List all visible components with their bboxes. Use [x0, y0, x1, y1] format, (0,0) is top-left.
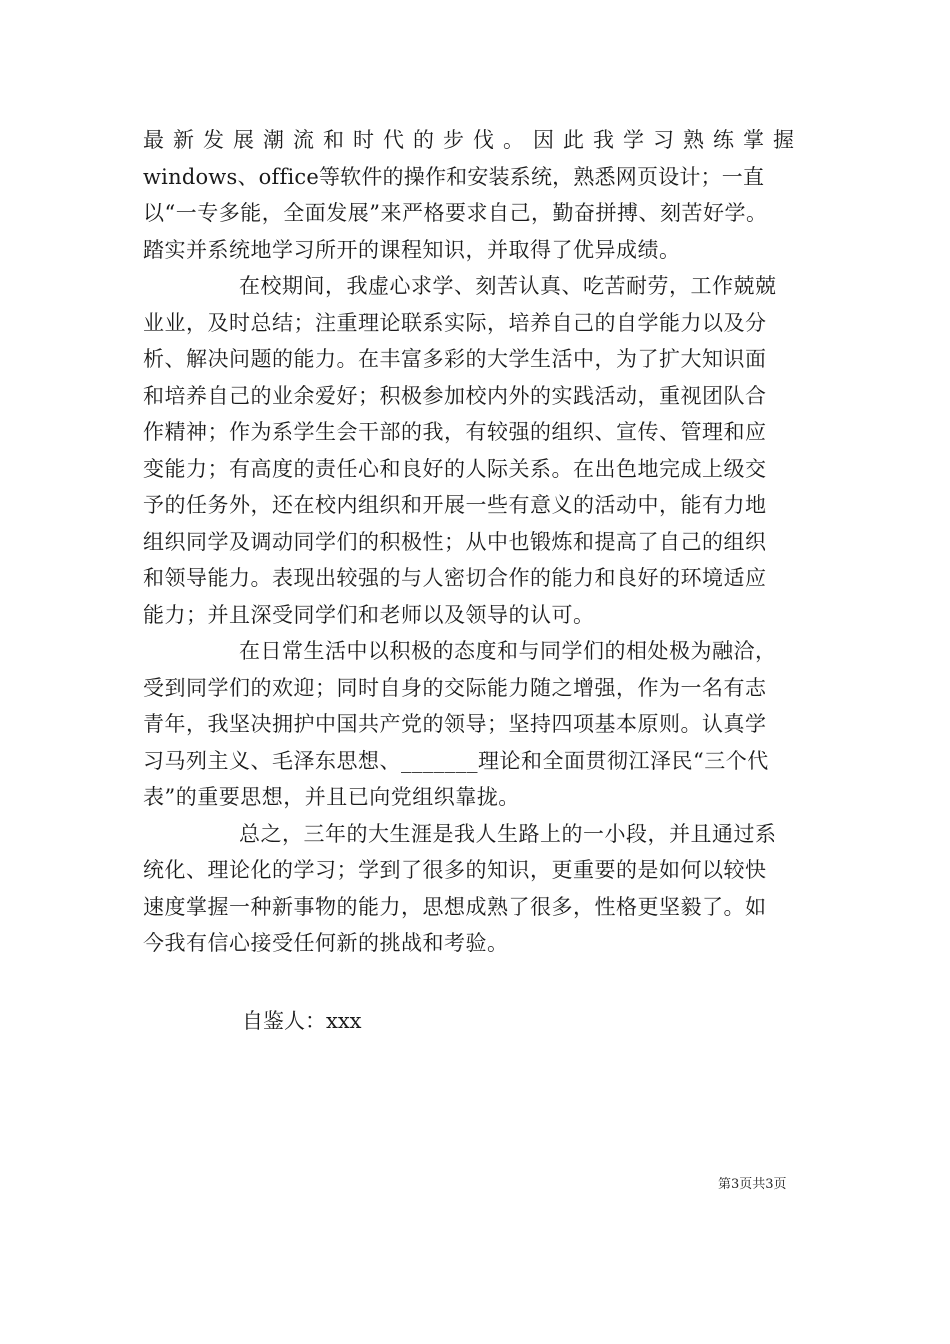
paragraph-start-line: 总之，三年的大生涯是我人生路上的一小段，并且通过系 [239, 821, 777, 846]
text-line: 予的任务外，还在校内组织和开展一些有意义的活动中，能有力地 [143, 493, 767, 517]
text-line: 和培养自己的业余爱好；积极参加校内外的实践活动，重视团队合 [143, 383, 767, 408]
text-line: 作精神；作为系学生会干部的我，有较强的组织、宣传、管理和应 [143, 420, 767, 444]
text-line: 最新发展潮流和时代的步伐。因此我学习熟练掌握 [143, 128, 803, 152]
text-line: 受到同学们的欢迎；同时自身的交际能力随之增强，作为一名有志 [143, 675, 767, 700]
text-line: 析、解决问题的能力。在丰富多彩的大学生活中，为了扩大知识面 [143, 347, 767, 371]
text-line: 青年，我坚决拥护中国共产党的领导；坚持四项基本原则。认真学 [143, 712, 767, 736]
text-line: 和领导能力。表现出较强的与人密切合作的能力和良好的环境适应 [143, 566, 767, 590]
text-line: 今我有信心接受任何新的挑战和考验。 [143, 931, 509, 955]
text-line: windows、office等软件的操作和安装系统，熟悉网页设计；一直 [143, 164, 765, 189]
text-line: 业业，及时总结；注重理论联系实际，培养自己的自学能力以及分 [143, 310, 767, 335]
text-line: 习马列主义、毛泽东思想、_______理论和全面贯彻江泽民“三个代 [143, 748, 769, 773]
body-text [143, 122, 811, 962]
text-line: 统化、理论化的学习；学到了很多的知识，更重要的是如何以较快 [143, 858, 767, 882]
page-number-footer: 第3页共3页 [718, 1177, 787, 1192]
paragraph-start-line: 在校期间，我虚心求学、刻苦认真、吃苦耐劳，工作兢兢 [239, 274, 777, 298]
text-line: 能力；并且深受同学们和老师以及领导的认可。 [143, 602, 595, 627]
paragraph-start-line: 在日常生活中以积极的态度和与同学们的相处极为融洽， [239, 639, 777, 663]
text-line: 组织同学及调动同学们的积极性；从中也锻炼和提高了自己的组织 [143, 529, 767, 554]
text-line: 踏实并系统地学习所开的课程知识，并取得了优异成绩。 [143, 237, 681, 262]
text-line: 速度掌握一种新事物的能力，思想成熟了很多，性格更坚毅了。如 [143, 894, 767, 919]
signature-line: 自鉴人：xxx [242, 1009, 362, 1033]
text-line: 变能力；有高度的责任心和良好的人际关系。在出色地完成上级交 [143, 456, 767, 481]
text-line: 以“一专多能，全面发展”来严格要求自己，勤奋拼搏、刻苦好学。 [143, 201, 768, 225]
text-line: 表”的重要思想，并且已向党组织靠拢。 [143, 785, 520, 809]
